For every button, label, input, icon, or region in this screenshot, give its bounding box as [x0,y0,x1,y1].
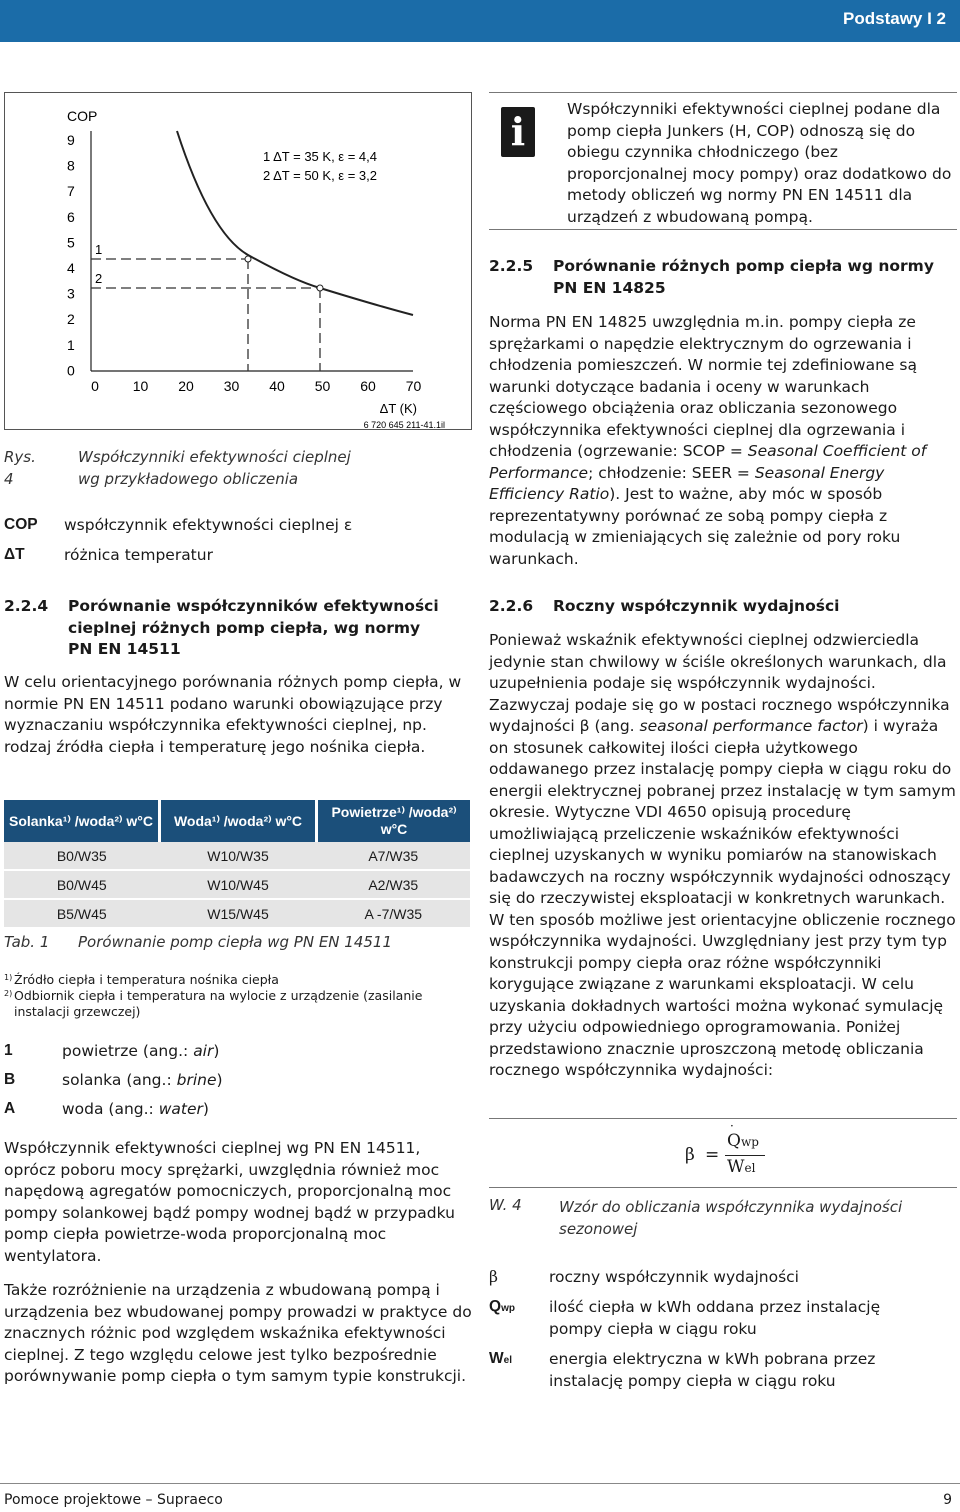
scop-term: Seasonal Coefficient of Performance [489,442,927,482]
fraction-bar [725,1155,765,1156]
legend-term: water [158,1100,203,1118]
x-tick-label: 70 [405,378,422,394]
caption-label: Rys. 4 [4,448,36,488]
comparison-table [4,800,470,929]
legend-item [4,1071,464,1100]
footer-rule [0,1483,960,1484]
table-caption [4,933,393,951]
table-cell: B0/W45 [4,870,160,899]
footnote [4,972,444,988]
x-tick-label: 60 [360,378,376,394]
footnote-text: Odbiornik ciepła i temperatura na wylocie z urządzenie (zasilanie instalacji grzewczej) [14,988,423,1019]
point-2 [317,285,323,291]
legend-end: ) [202,1100,209,1118]
y-tick-label: 5 [67,234,75,251]
table-row [4,842,470,870]
footnote [4,988,444,1020]
legend-2: 2 ΔT = 50 K, ε = 3,2 [263,168,377,183]
y-tick-label: 7 [67,183,75,200]
info-icon: i [501,107,535,157]
def-value: różnica temperatur [64,546,213,564]
table-header: Woda¹⁾ /woda²⁾ w°C [160,800,317,842]
legend-key: B [4,1071,16,1088]
section-number: 2.2.4 [4,597,49,615]
footnote-mark: 1) [4,973,13,982]
table-caption-text: Porównanie pomp ciepła wg PN EN 14511 [78,933,393,951]
symbol-text: roczny współczynnik wydajności [549,1268,799,1286]
table-cell: W10/W45 [160,870,317,899]
y-tick-label: 4 [67,260,75,276]
figure-code: 6 720 645 211-41.1il [363,420,445,429]
symbol-list [489,1266,957,1400]
x-tick-label: 50 [314,378,331,394]
legend-end: ) [216,1071,223,1089]
x-tick-label: 40 [269,378,285,394]
x-axis-label: ΔT (K) [379,401,417,416]
table-cell: W15/W45 [160,899,317,928]
footnote-mark: 2) [4,989,13,998]
y-tick-label: 8 [67,157,75,174]
page-number: 9 [943,1492,952,1508]
formula-denominator: Wel [727,1157,756,1177]
formula-caption: W. 4 Wzór do obliczania współczynnika wydajności sezonowej [489,1196,903,1238]
y-tick-label: 2 [67,311,75,328]
legend-text: woda (ang.: [62,1100,159,1118]
section-225-body: Norma PN EN 14825 uwzględnia m.in. pompy ciepła ze sprężarkami o napędzie elektrycznym do ogrzewania i chłodzenia pomieszczeń. W normie tej zdefiniowane są warunki dotyczące badania i oceny w warunkach częściowego obciążenia oraz obliczania sezonowego współczynnika efektywności cieplnej dla ogrzewania i chłodzenia (ogrzewanie: SCOP = Seasonal Coefficient of Performance; chłodzenie: SEER = Seasonal Energy Efficiency Ratio). Jest to ważne, aby móc w sposób reprezentatywny porównać ze sobą pompy ciepła z modulacją w zmieniających się zależnie od pory roku warunkach. [489,313,927,568]
legend-text: solanka (ang.: [62,1071,177,1089]
section-224-body: W celu orientacyjnego porównania różnych pomp ciepła, w normie PN EN 14511 podano warunki obowiązujące przy wyznaczaniu współczynnika efektywności cieplnej, np. rodzaj źródła ciepła i temperaturę jego nośnika ciepła. [4,673,462,756]
y-tick-label: 9 [67,132,75,148]
table-cell: W10/W35 [160,842,317,870]
section-224-heading [4,596,474,661]
marker-1: 1 [95,242,103,257]
legend-text: powietrze (ang.: [62,1042,194,1060]
x-tick-label: 0 [91,378,99,394]
section-226-body: Ponieważ wskaźnik efektywności cieplnej odzwierciedla jedynie stan chwilowy w ściśle określonych warunkach, dla uzupełnienia podaje się współczynnik wydajności. Zazwyczaj podaje się go w postaci rocznego współczynnika wydajności β (ang. seasonal performance factor) i wyraża on stosunek całkowitej ilości ciepła użytkowego oddawanego przez instalację pompy ciepła w ciągu roku do energii elektrycznej pobranej przez instalację w tym samym okresie. Wytyczne VDI 4650 opisują procedurę umożliwiającą przeliczenie wskaźników efektywności cieplnej uzyskanych w wyniku pomiarów na stanowiskach badawczych na roczny współczynnik wydajności odnoszący się do rzeczywistej eksploatacji w konkretnych warunkach. W ten sposób możliwe jest orientacyjne obliczenie rocznego współczynnika wydajności. Uwzględniany jest przy tym typ konstrukcji pompy ciepła oraz różne współczynniki korygujące związane z warunkami eksploatacji. W celu uzyskania dokładnych wartości można wykonać symulację przy użyciu odpowiedniego oprogramowania. Poniżej przedstawiono znacznie uproszczoną metodę obliczania rocznego współczynnika wydajności: [489,631,956,1079]
table-cell: A2/W35 [317,870,471,899]
def-value: współczynnik efektywności cieplnej ε [64,516,353,534]
spf-term: seasonal performance factor [639,717,863,735]
x-tick-label: 10 [132,378,149,394]
y-tick-label: 0 [67,362,75,379]
def-key: COP [4,516,38,533]
info-box [489,92,957,230]
symbol-item [489,1348,957,1400]
section-number: 2.2.5 [489,257,534,275]
legend-term: air [193,1042,214,1060]
def-row [4,516,474,546]
legend-term: brine [176,1071,217,1089]
def-key: ΔT [4,546,25,563]
page-header [0,0,960,42]
caption-line-2: wg przykładowego obliczenia [78,470,299,488]
table-row [4,899,470,928]
cop-chart [5,93,471,429]
point-1 [245,256,251,262]
legend-end: ) [213,1042,220,1060]
legend-item [4,1042,464,1071]
table-cell: B5/W45 [4,899,160,928]
formula-numerator: Q · wp [727,1119,759,1151]
paragraph-pump-types: Także rozróżnienie na urządzenia z wbudowaną pompą i urządzenia bez wbudowanej pompy prowadzi w praktyce do znacznych różnic pod względem wskaźnika efektywności cieplnej. Z tego względu celowe jest tylko bezpośrednie porównywanie pomp ciepła o tym samym typie konstrukcji. [4,1281,472,1385]
symbol: Qwp [489,1298,515,1315]
section-title: Roczny współczynnik wydajności [553,597,840,615]
legend-list [4,1042,464,1129]
legend-key: 1 [4,1042,13,1059]
symbol-item [489,1296,957,1348]
section-226-heading [489,596,957,618]
def-row [4,546,474,576]
formula-eq: = [705,1145,720,1165]
table-caption-label: Tab. 1 [4,933,50,951]
paragraph-cop: Współczynnik efektywności cieplnej wg PN EN 14511, oprócz poboru mocy sprężarki, uwzględnia również moc napędową agregatów pomocniczych, proporcjonalną moc pompy solankowej bądź pompy wodnej bądź w przypadku pomp ciepła powietrze-woda proporcjonalną moc wentylatora. [4,1139,455,1265]
y-axis-label: COP [67,108,98,124]
y-tick-label: 1 [67,336,75,353]
table-cell: B0/W35 [4,842,160,870]
info-text: Współczynniki efektywności cieplnej podane dla pomp ciepła Junkers (H, COP) odnoszą się do obiegu czynnika chłodniczego (bez proporcjonalnej mocy pompy) oraz dodatkowo do metody obliczeń wg normy PN EN 14511 dla urządzeń z wbudowaną pompą. [567,100,952,226]
footer-left: Pomoce projektowe – Supraeco [4,1492,223,1508]
figure-definitions [4,516,474,576]
table-header: Powietrze¹⁾ /woda²⁾ w°C [317,800,471,842]
table-cell: A -7/W35 [317,899,471,928]
section-225-heading [489,256,957,299]
x-tick-label: 20 [178,378,194,394]
header-title: Podstawy I 2 [843,9,946,28]
legend-1: 1 ΔT = 35 K, ε = 4,4 [263,149,377,164]
section-title: Porównanie różnych pomp ciepła wg normy PN EN 14825 [553,257,934,297]
legend-item [4,1100,464,1129]
cop-figure [4,92,472,430]
symbol-item [489,1266,957,1296]
x-tick-label: 30 [223,378,240,394]
section-number: 2.2.6 [489,597,534,615]
y-tick-label: 6 [67,208,75,225]
symbol: Wel [489,1350,512,1367]
seer-term: Seasonal Energy Efficiency Ratio [489,463,885,503]
table-header: Solanka¹⁾ /woda²⁾ w°C [4,800,160,842]
caption-line-1: Współczynniki efektywności cieplnej [78,448,351,466]
symbol: β [489,1268,498,1286]
formula-box [489,1118,957,1188]
y-tick-label: 3 [67,285,75,302]
table-row [4,870,470,899]
section-title: Porównanie współczynników efektywności cieplnej różnych pomp ciepła, wg normy PN EN 14511 [68,597,439,658]
footnote-text: Źródło ciepła i temperatura nośnika ciepła [14,972,279,987]
legend-key: A [4,1100,16,1117]
symbol-text: ilość ciepła w kWh oddana przez instalację pompy ciepła w ciągu roku [549,1298,881,1338]
table-cell: A7/W35 [317,842,471,870]
formula-lhs: β [685,1145,695,1165]
footnotes [4,972,444,1020]
marker-2: 2 [95,271,103,286]
symbol-text: energia elektryczna w kWh pobrana przez instalację pompy ciepła w ciągu roku [549,1350,876,1390]
